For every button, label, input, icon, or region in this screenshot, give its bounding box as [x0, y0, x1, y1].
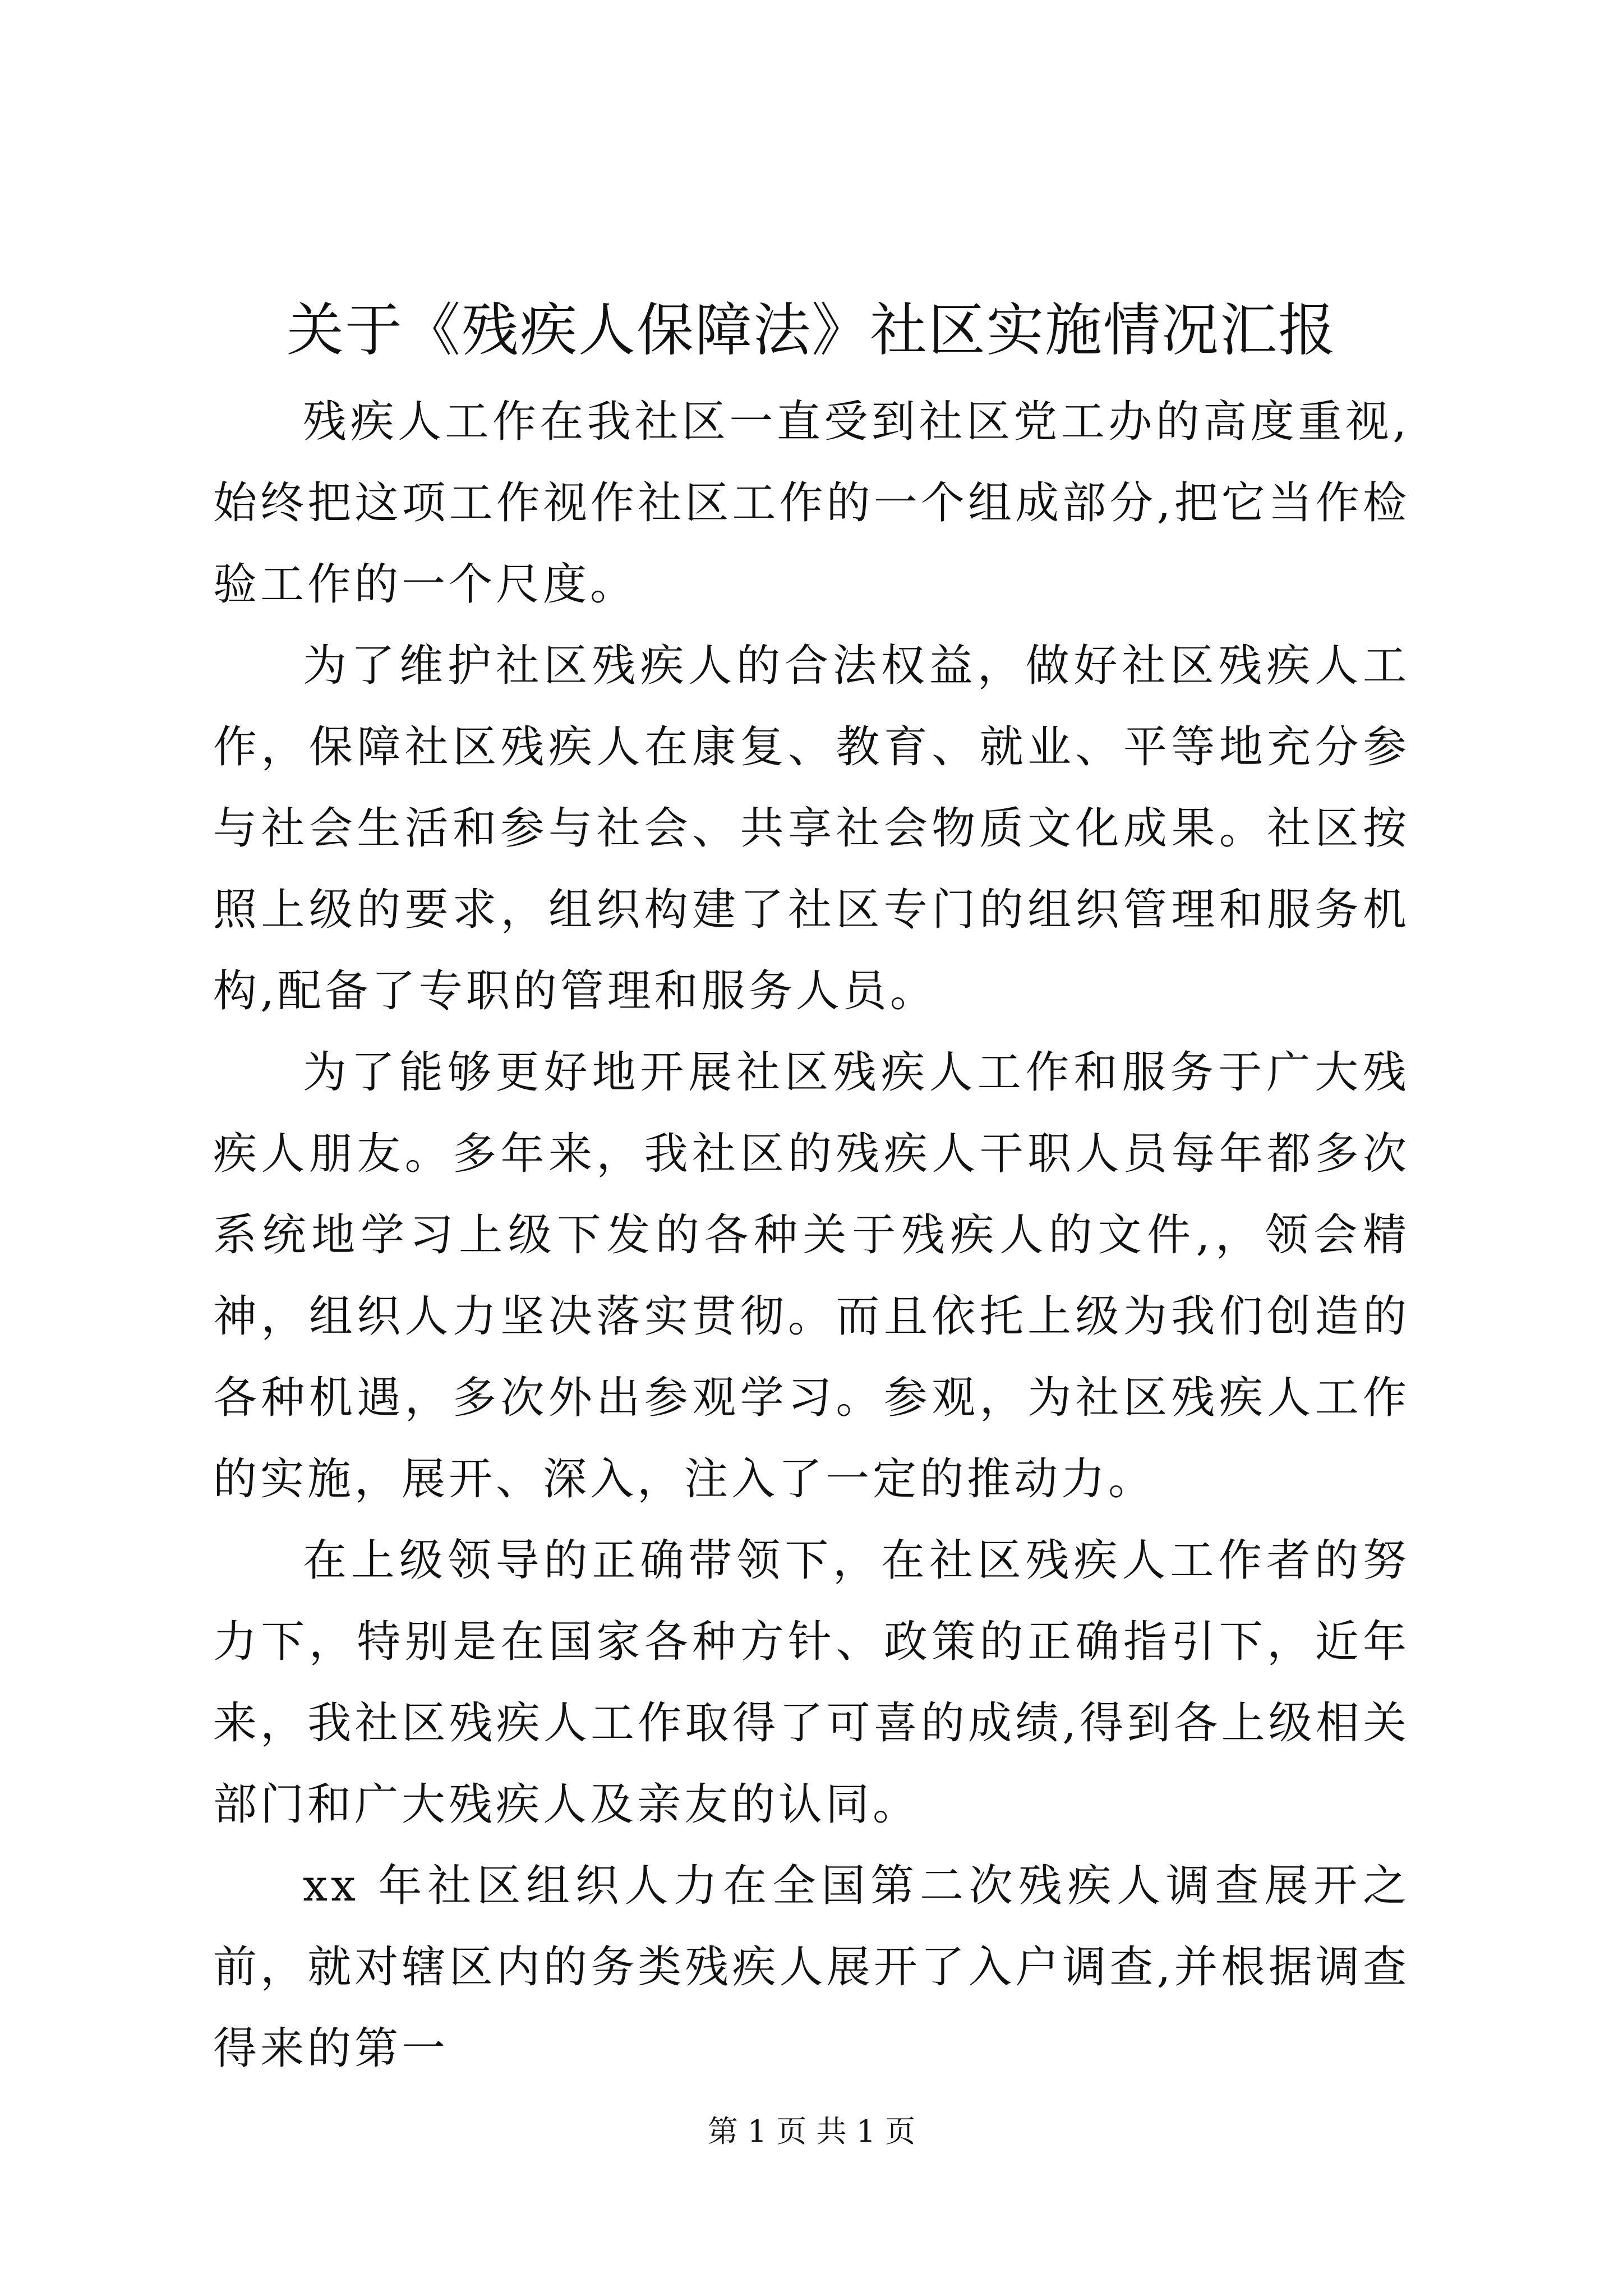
paragraph-5: xx 年社区组织人力在全国第二次残疾人调查展开之前，就对辖区内的务类残疾人展开了入户调查,并根据调查得来的第一: [213, 1861, 1410, 2074]
document-body: [213, 381, 1410, 2090]
paragraph-4: 在上级领导的正确带领下，在社区残疾人工作者的努力下，特别是在国家各种方针、政策的正确指引下，近年来，我社区残疾人工作取得了可喜的成绩,得到各上级相关部门和广大残疾人及亲友的认同。: [213, 1535, 1410, 1830]
page-footer: 第 1 页 共 1 页: [707, 2114, 916, 2149]
document-title: 关于《残疾人保障法》社区实施情况汇报: [287, 297, 1336, 364]
paragraph-2: 为了维护社区残疾人的合法权益，做好社区残疾人工作，保障社区残疾人在康复、教育、就业、平等地充分参与社会生活和参与社会、共享社会物质文化成果。社区按照上级的要求，组织构建了社区专门的组织管理和服务机构,配备了专职的管理和服务人员。: [213, 641, 1410, 1016]
paragraph-3: 为了能够更好地开展社区残疾人工作和服务于广大残疾人朋友。多年来，我社区的残疾人干职人员每年都多次系统地学习上级下发的各种关于残疾人的文件,，领会精神，组织人力坚决落实贯彻。而且依托上级为我们创造的各种机遇，多次外出参观学习。参观，为社区残疾人工作的实施，展开、深入，注入了一定的推动力。: [213, 1047, 1410, 1504]
paragraph-1: 残疾人工作在我社区一直受到社区党工办的高度重视,始终把这项工作视作社区工作的一个组成部分,把它当作检验工作的一个尺度。: [213, 397, 1410, 610]
